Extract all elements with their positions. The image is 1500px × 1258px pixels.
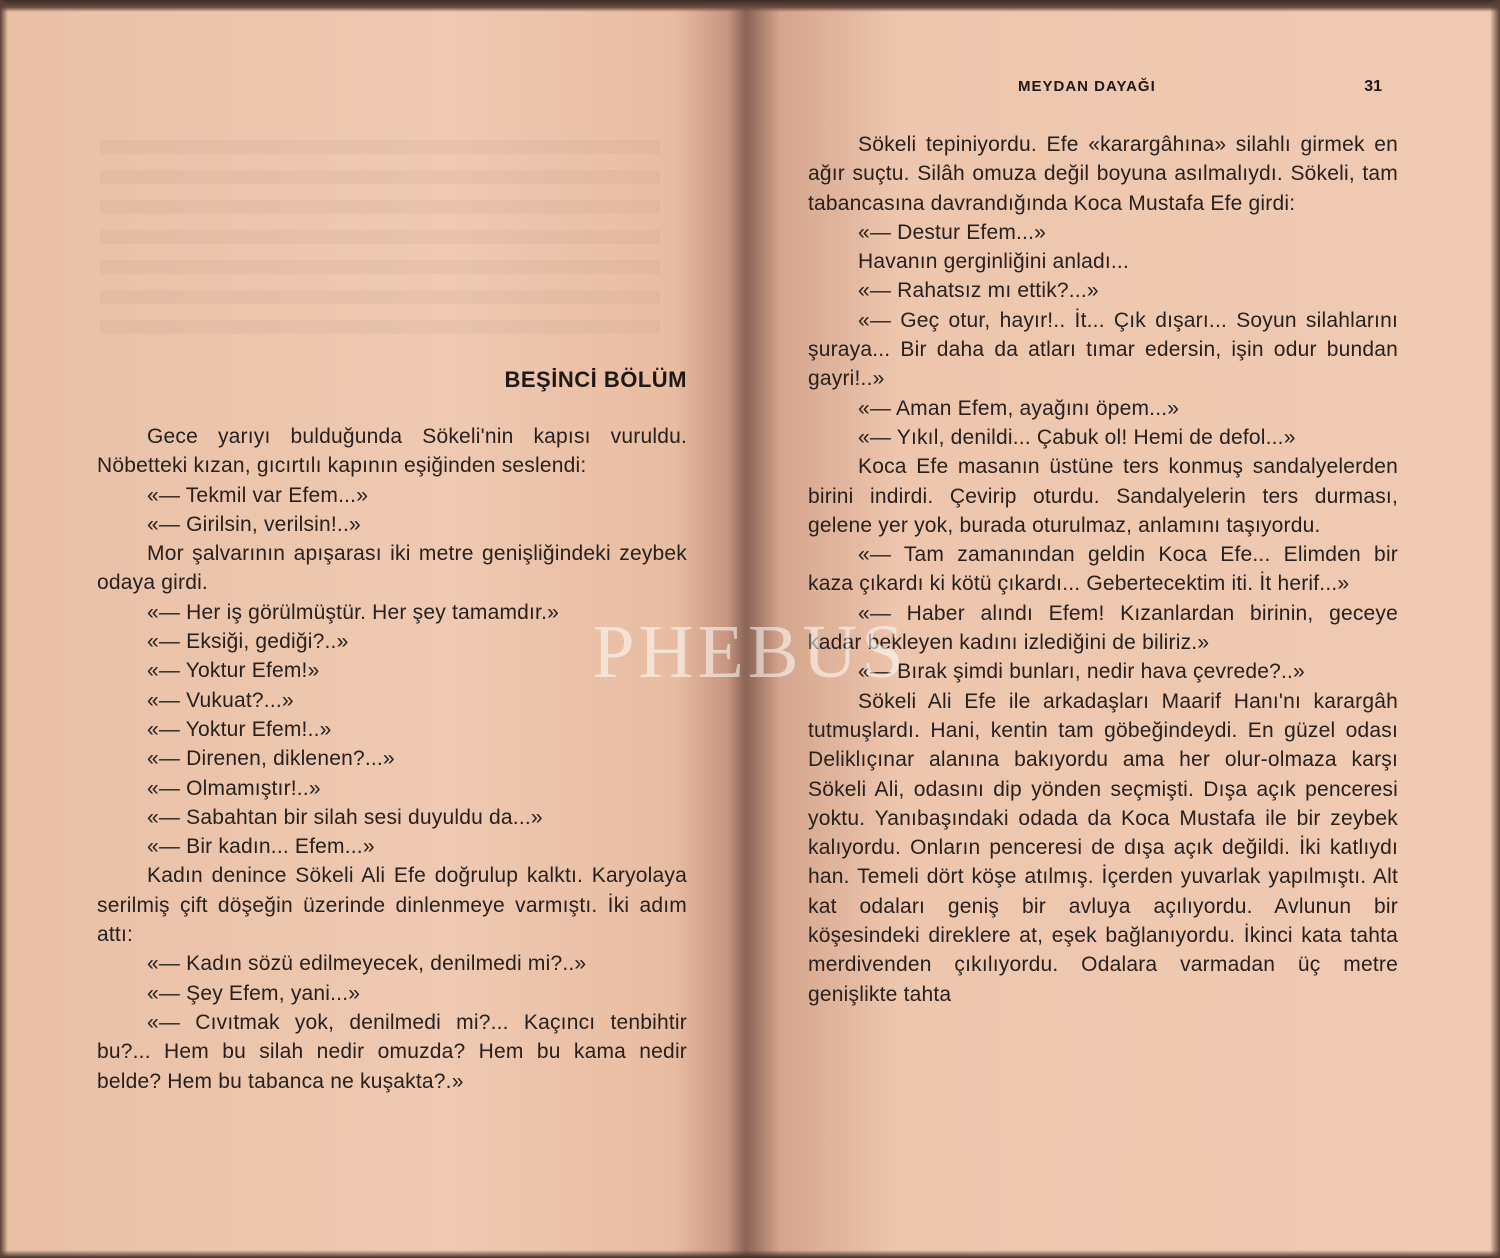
- chapter-title: BEŞİNCİ BÖLÜM: [504, 367, 687, 392]
- dialogue-line: «— Bir kadın... Efem...»: [147, 835, 375, 859]
- dialogue-line: «— Destur Efem...»: [858, 220, 1046, 244]
- dialogue-line: «— Aman Efem, ayağını öpem...»: [858, 396, 1180, 420]
- running-title: MEYDAN DAYAĞI: [1018, 78, 1156, 95]
- dialogue-line: «— Yoktur Efem!»: [147, 659, 320, 683]
- paragraph: Kadın denince Sökeli Ali Efe doğrulup kalktı. Karyolaya serilmiş çift döşeğin üzerinde dinlenmeye varmıştı. İki adım attı:: [97, 864, 687, 947]
- dialogue-line: «— Yıkıl, denildi... Çabuk ol! Hemi de defol...»: [858, 425, 1296, 449]
- top-edge-shadow: [0, 0, 1500, 12]
- paragraph: Sökeli Ali Efe ile arkadaşları Maarif Hanı'nı karargâh tutmuşlardı. Hani, kentin tam göbeğindeydi. En güzel odası Deliklıçınar alanına bakıyordu ama her olur-olmaza karşı Sökeli Ali, odasını dip yönden seçmişti. Dışa açık penceresi yoktu. Yanıbaşındaki odada da Koca Mustafa ile bir zeybek kalıyordu. Onların penceresi de dışa açık değildi. İki katlıydı han. Temeli dört köşe atılmış. İçerden yuvarlak yapılmıştı. Alt kat odaları geniş bir avluya açılıyordu. Avlunun bir köşesindeki direklere at, eşek bağlanıyordu. İkinci kata tahta merdivenden çıkılıyordu. Odalara varmadan üç metre genişlikte tahta: [808, 689, 1398, 1006]
- bleed-through-text: [100, 140, 660, 340]
- dialogue-line: «— Her iş görülmüştür. Her şey tamamdır.»: [147, 600, 559, 624]
- watermark: PHEBUS: [592, 610, 908, 694]
- right-page: [808, 70, 1398, 1009]
- dialogue-line: «— Olmamıştır!..»: [147, 776, 321, 800]
- running-head: [808, 70, 1398, 104]
- dialogue-line: «— Tekmil var Efem...»: [147, 483, 369, 507]
- right-edge-shadow: [1490, 0, 1500, 1258]
- dialogue-line: «— Şey Efem, yani...»: [147, 981, 361, 1005]
- dialogue-line: «— Bırak şimdi bunları, nedir hava çevrede?..»: [858, 660, 1305, 684]
- dialogue-line: «— Geç otur, hayır!.. İt... Çık dışarı... Soyun silahlarını şuraya... Bir daha da atları tımar edersin, işin odur bundan gayri!..»: [808, 308, 1398, 391]
- paragraph: Gece yarıyı bulduğunda Sökeli'nin kapısı vuruldu. Nöbetteki kızan, gıcırtılı kapının eşiğinden seslendi:: [97, 425, 687, 478]
- paragraph: «— Cıvıtmak yok, denilmedi mi?... Kaçıncı tenbihtir bu?... Hem bu silah nedir omuzda? Hem bu kama nedir belde? Hem bu tabanca ne kuşakta?.»: [97, 1010, 687, 1093]
- dialogue-line: «— Kadın sözü edilmeyecek, denilmedi mi?..»: [147, 952, 587, 976]
- dialogue-line: «— Tam zamanından geldin Koca Efe... Elimden bir kaza çıkardı ki kötü çıkardı... Gebertecektim iti. İt herif...»: [808, 543, 1398, 596]
- dialogue-line: «— Girilsin, verilsin!..»: [147, 512, 361, 536]
- bottom-edge-shadow: [0, 1250, 1500, 1258]
- paragraph: Sökeli tepiniyordu. Efe «karargâhına» silahlı girmek en ağır suçtu. Silâh omuza değil boyuna asılmalıydı. Sökeli, tam tabancasına davrandığında Koca Mustafa Efe girdi:: [808, 133, 1398, 215]
- dialogue-line: «— Sabahtan bir silah sesi duyuldu da...»: [147, 805, 543, 829]
- dialogue-line: «— Direnen, diklenen?...»: [147, 747, 395, 771]
- left-edge-shadow: [0, 0, 8, 1258]
- dialogue-line: «— Eksiği, gediği?..»: [147, 630, 349, 654]
- paragraph: Koca Efe masanın üstüne ters konmuş sandalyelerden birini indirdi. Çevirip oturdu. Sandalyelerin ters durması, gelene yer yok, burada oturulmaz, anlamını taşıyordu.: [808, 455, 1398, 537]
- left-page: [97, 360, 687, 1096]
- page-number: 31: [1364, 78, 1382, 95]
- dialogue-line: «— Rahatsız mı ettik?...»: [858, 279, 1099, 303]
- paragraph: Mor şalvarının apışarası iki metre genişliğindeki zeybek odaya girdi.: [97, 542, 687, 595]
- paragraph: Havanın gerginliğini anladı...: [858, 250, 1130, 274]
- dialogue-line: «— Yoktur Efem!..»: [147, 717, 332, 741]
- dialogue-line: «— Haber alındı Efem! Kızanlardan birinin, geceye kadar bekleyen kadını izlediğini de biliriz.»: [808, 601, 1398, 655]
- dialogue-line: «— Vukuat?...»: [147, 688, 294, 712]
